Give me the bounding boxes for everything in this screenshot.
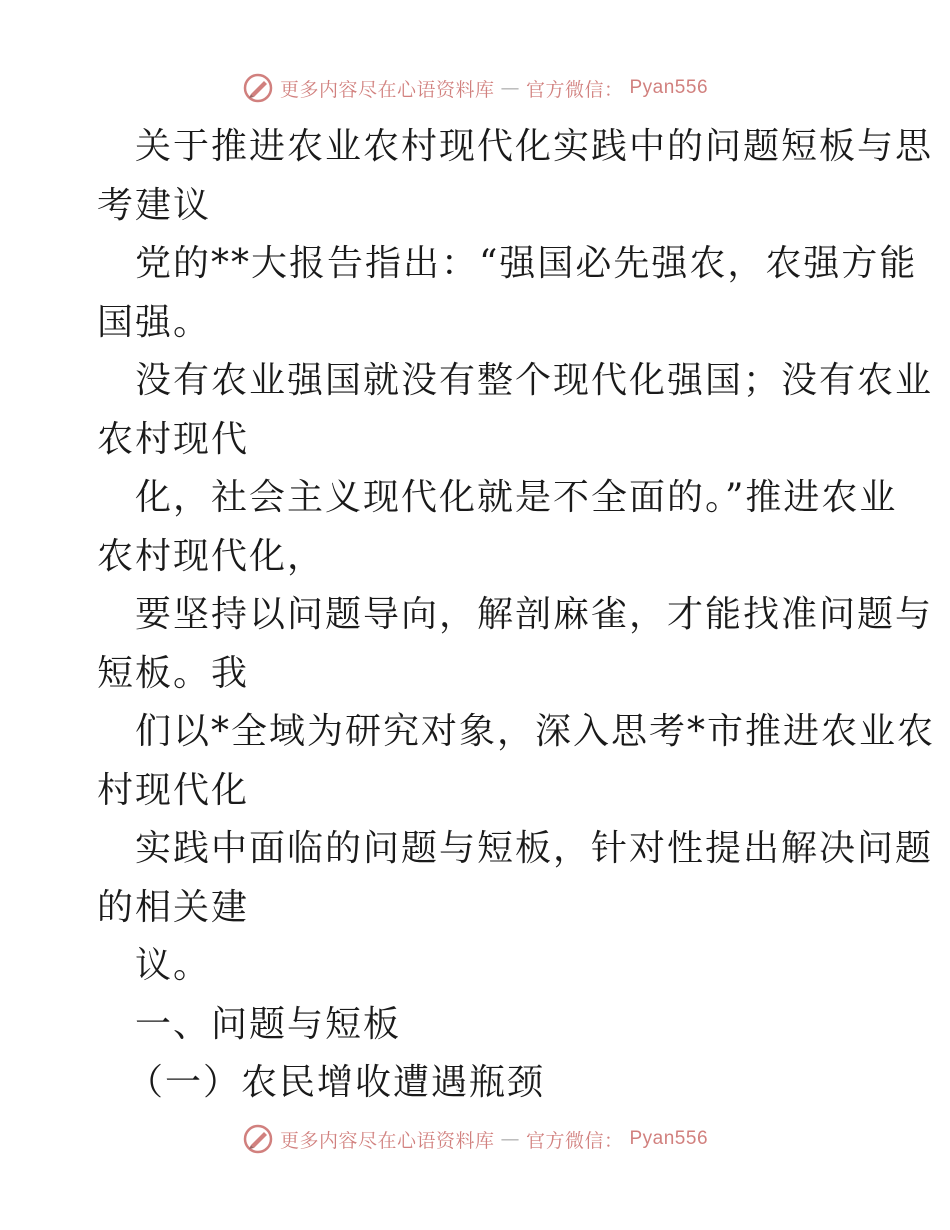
watermark-footer	[0, 1123, 950, 1155]
paragraph-line: 要坚持以问题导向，解剖麻雀，才能找准问题与	[135, 594, 934, 635]
paragraph-line: 没有农业强国就没有整个现代化强国；没有农业	[135, 360, 934, 401]
paragraph-line: 的相关建	[97, 886, 250, 928]
watermark-label: 官方微信：	[525, 1129, 624, 1152]
section-heading: 一、问题与短板	[135, 1003, 402, 1045]
paragraph-line: 农村现代化，	[97, 535, 326, 577]
paragraph-line: 议。	[135, 945, 212, 986]
title-line-2: 考建议	[97, 184, 212, 226]
paragraph-line: 农村现代	[97, 418, 250, 460]
watermark-text: 更多内容尽在心语资料库	[279, 1129, 495, 1152]
watermark-separator: —	[500, 1128, 520, 1150]
paragraph-line: 短板。我	[97, 652, 250, 694]
subsection-heading: （一）农民增收遭遇瓶颈	[127, 1062, 546, 1103]
watermark-separator: —	[500, 77, 520, 99]
paragraph-line: 党的**大报告指出：“强国必先强农，农强方能	[135, 243, 918, 284]
watermark-label: 官方微信：	[525, 78, 624, 101]
paragraph-line: 们以*全域为研究对象，深入思考*市推进农业农	[135, 711, 936, 752]
paragraph-line: 村现代化	[97, 769, 250, 811]
pen-logo-icon	[242, 1123, 274, 1155]
document-body	[97, 118, 936, 1113]
title-line-1: 关于推进农业农村现代化实践中的问题短板与思	[135, 126, 934, 167]
paragraph-line: 实践中面临的问题与短板，针对性提出解决问题	[135, 828, 934, 869]
watermark-id: Pyan556	[629, 77, 709, 98]
watermark-id: Pyan556	[629, 1128, 709, 1149]
watermark-header	[0, 72, 950, 104]
paragraph-line: 国强。	[97, 301, 212, 343]
pen-logo-icon	[242, 72, 274, 104]
paragraph-line: 化，社会主义现代化就是不全面的。”推进农业	[135, 477, 898, 518]
watermark-text: 更多内容尽在心语资料库	[279, 78, 495, 101]
